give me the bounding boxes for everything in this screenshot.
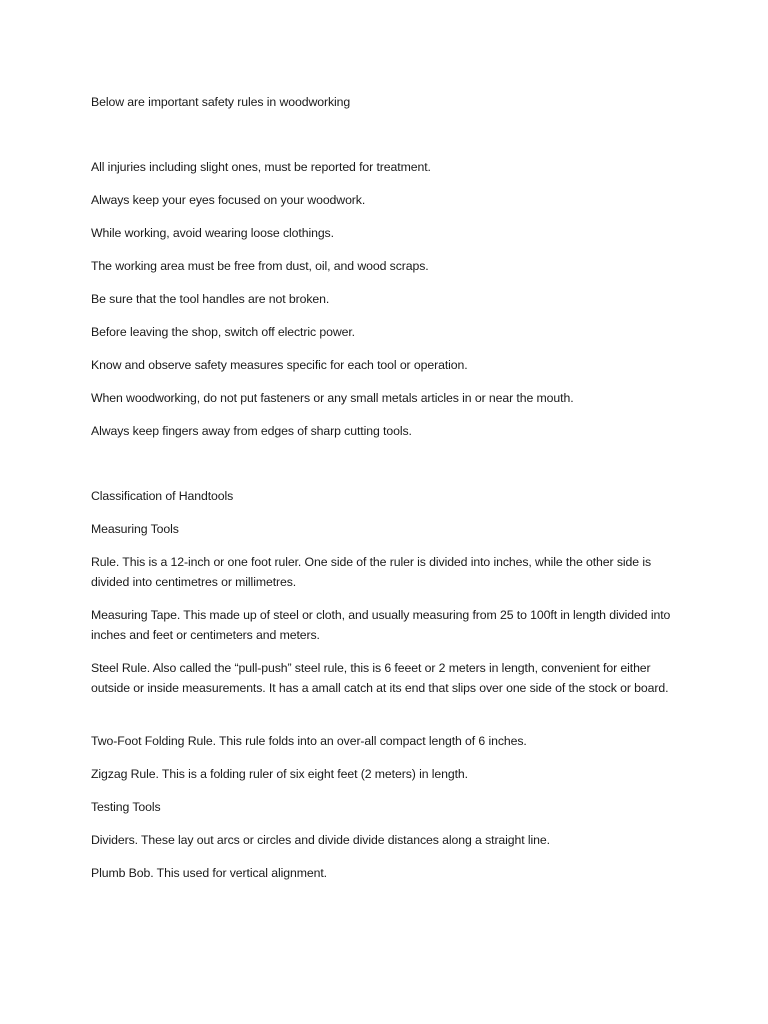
safety-rule: While working, avoid wearing loose clothings. <box>91 226 334 240</box>
safety-rule: Always keep fingers away from edges of sharp cutting tools. <box>91 424 412 438</box>
measuring-tool-entry: Two-Foot Folding Rule. This rule folds into an over-all compact length of 6 inches. <box>91 734 527 748</box>
measuring-tool-entry: Steel Rule. Also called the “pull-push” steel rule, this is 6 feeet or 2 meters in length, convenient for either outside or inside measurements. It has a amall catch at its end that slips over one side of the stock or board. <box>91 661 669 695</box>
safety-rule: When woodworking, do not put fasteners or any small metals articles in or near the mouth. <box>91 391 574 405</box>
safety-rule: All injuries including slight ones, must be reported for treatment. <box>91 160 431 174</box>
measuring-tool-entry: Measuring Tape. This made up of steel or cloth, and usually measuring from 25 to 100ft in length divided into inches and feet or centimeters and meters. <box>91 608 671 642</box>
safety-rule: Know and observe safety measures specific for each tool or operation. <box>91 358 468 372</box>
measuring-tools-heading: Measuring Tools <box>91 522 179 536</box>
testing-tool-entry: Plumb Bob. This used for vertical alignment. <box>91 866 327 880</box>
safety-rule: Always keep your eyes focused on your woodwork. <box>91 193 366 207</box>
safety-rule: The working area must be free from dust, oil, and wood scraps. <box>91 259 429 273</box>
measuring-tool-entry: Zigzag Rule. This is a folding ruler of six eight feet (2 meters) in length. <box>91 767 468 781</box>
measuring-tool-entry: Rule. This is a 12-inch or one foot ruler. One side of the ruler is divided into inches, while the other side is divided into centimetres or millimetres. <box>91 555 651 589</box>
testing-tools-heading: Testing Tools <box>91 800 161 814</box>
testing-tool-entry: Dividers. These lay out arcs or circles and divide divide distances along a straight line. <box>91 833 550 847</box>
safety-rule: Be sure that the tool handles are not broken. <box>91 292 330 306</box>
intro-text: Below are important safety rules in woodworking <box>91 95 351 109</box>
safety-rule: Before leaving the shop, switch off electric power. <box>91 325 355 339</box>
classification-heading: Classification of Handtools <box>91 489 234 503</box>
